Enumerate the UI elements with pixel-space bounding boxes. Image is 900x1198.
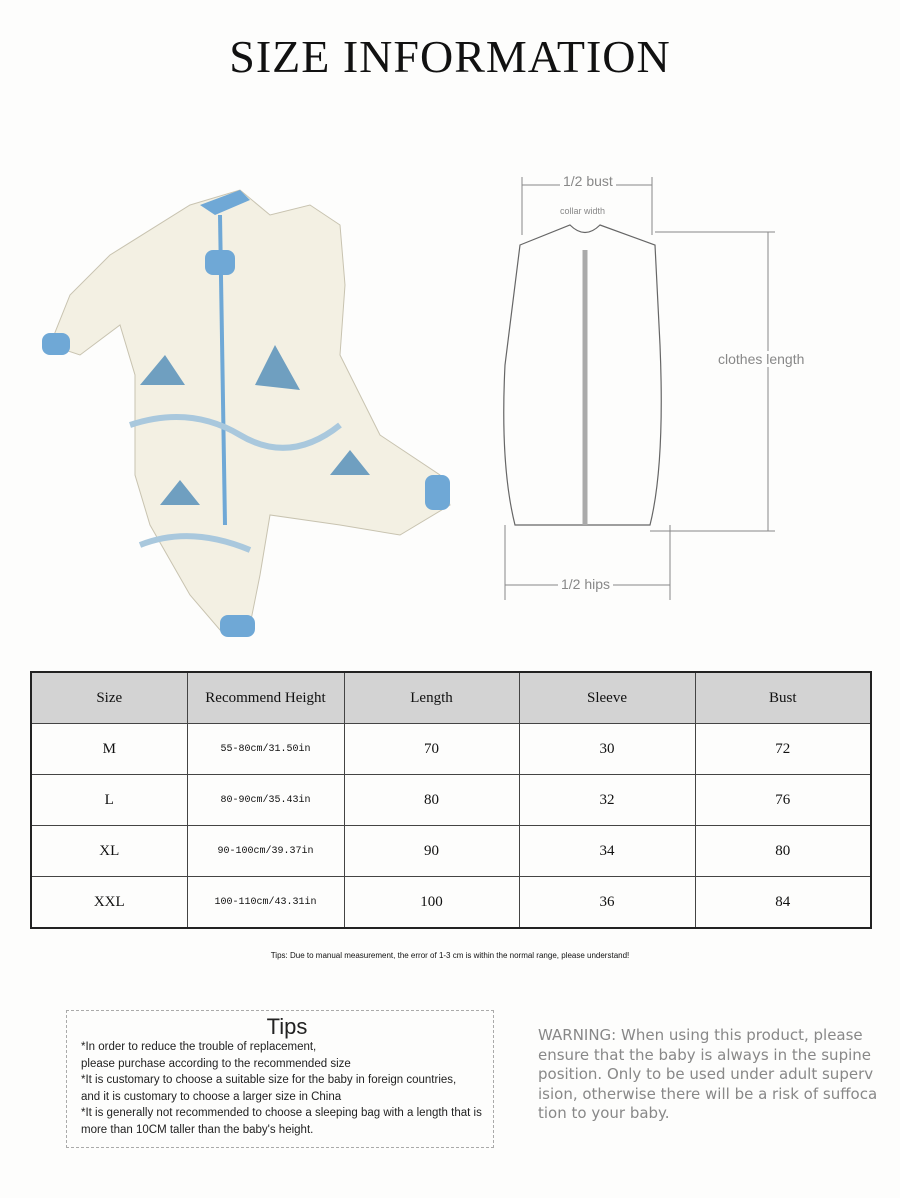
cell-bust: 84 xyxy=(695,877,871,929)
tips-line: *It is customary to choose a suitable size for the baby in foreign countries, xyxy=(81,1074,457,1086)
table-row xyxy=(31,826,871,877)
hips-label: 1/2 hips xyxy=(558,576,613,592)
bust-label: 1/2 bust xyxy=(560,173,616,189)
tips-line: *It is generally not recommended to choose a sleeping bag with a length that is xyxy=(81,1107,482,1119)
cell-height: 100-110cm/43.31in xyxy=(187,877,344,929)
measurement-note: Tips: Due to manual measurement, the error of 1-3 cm is within the normal range, please understand! xyxy=(270,951,630,960)
cell-sleeve: 34 xyxy=(519,826,695,877)
warning-text: WARNING: When using this product, please ensure that the baby is always in the supine position. Only to be used under adult superv ision, otherwise there will be a risk of suffoca tion to your baby. xyxy=(538,1026,878,1122)
length-label: clothes length xyxy=(718,351,805,367)
header-size: Size xyxy=(31,672,187,724)
cell-sleeve: 30 xyxy=(519,724,695,775)
table-row xyxy=(31,775,871,826)
tips-line: and it is customary to choose a larger size in China xyxy=(81,1090,342,1103)
tips-line: please purchase according to the recommended size xyxy=(81,1057,351,1070)
cell-size: XL xyxy=(31,826,187,877)
cell-bust: 80 xyxy=(695,826,871,877)
header-height: Recommend Height xyxy=(187,672,344,724)
cell-bust: 72 xyxy=(695,724,871,775)
tips-line: more than 10CM taller than the baby's height. xyxy=(81,1123,314,1136)
table-row xyxy=(31,724,871,775)
header-bust: Bust xyxy=(695,672,871,724)
size-table xyxy=(30,671,872,929)
header-sleeve: Sleeve xyxy=(519,672,695,724)
table-row xyxy=(31,877,871,929)
cell-size: L xyxy=(31,775,187,826)
tips-line: *In order to reduce the trouble of replacement, xyxy=(81,1041,317,1053)
cell-height: 80-90cm/35.43in xyxy=(187,775,344,826)
sleep-bag-product-image xyxy=(40,175,460,650)
collar-label: collar width xyxy=(560,206,606,216)
cell-size: XXL xyxy=(31,877,187,929)
cell-length: 70 xyxy=(344,724,519,775)
header-length: Length xyxy=(344,672,519,724)
cell-bust: 76 xyxy=(695,775,871,826)
tips-box xyxy=(66,1010,494,1148)
cell-length: 90 xyxy=(344,826,519,877)
cell-length: 80 xyxy=(344,775,519,826)
page-title: SIZE INFORMATION xyxy=(229,31,671,82)
cell-height: 55-80cm/31.50in xyxy=(187,724,344,775)
table-header-row xyxy=(31,672,871,724)
measurement-diagram xyxy=(490,165,820,615)
cell-height: 90-100cm/39.37in xyxy=(187,826,344,877)
cell-length: 100 xyxy=(344,877,519,929)
cell-sleeve: 32 xyxy=(519,775,695,826)
tips-title: Tips xyxy=(266,1014,308,1039)
cell-size: M xyxy=(31,724,187,775)
cell-sleeve: 36 xyxy=(519,877,695,929)
